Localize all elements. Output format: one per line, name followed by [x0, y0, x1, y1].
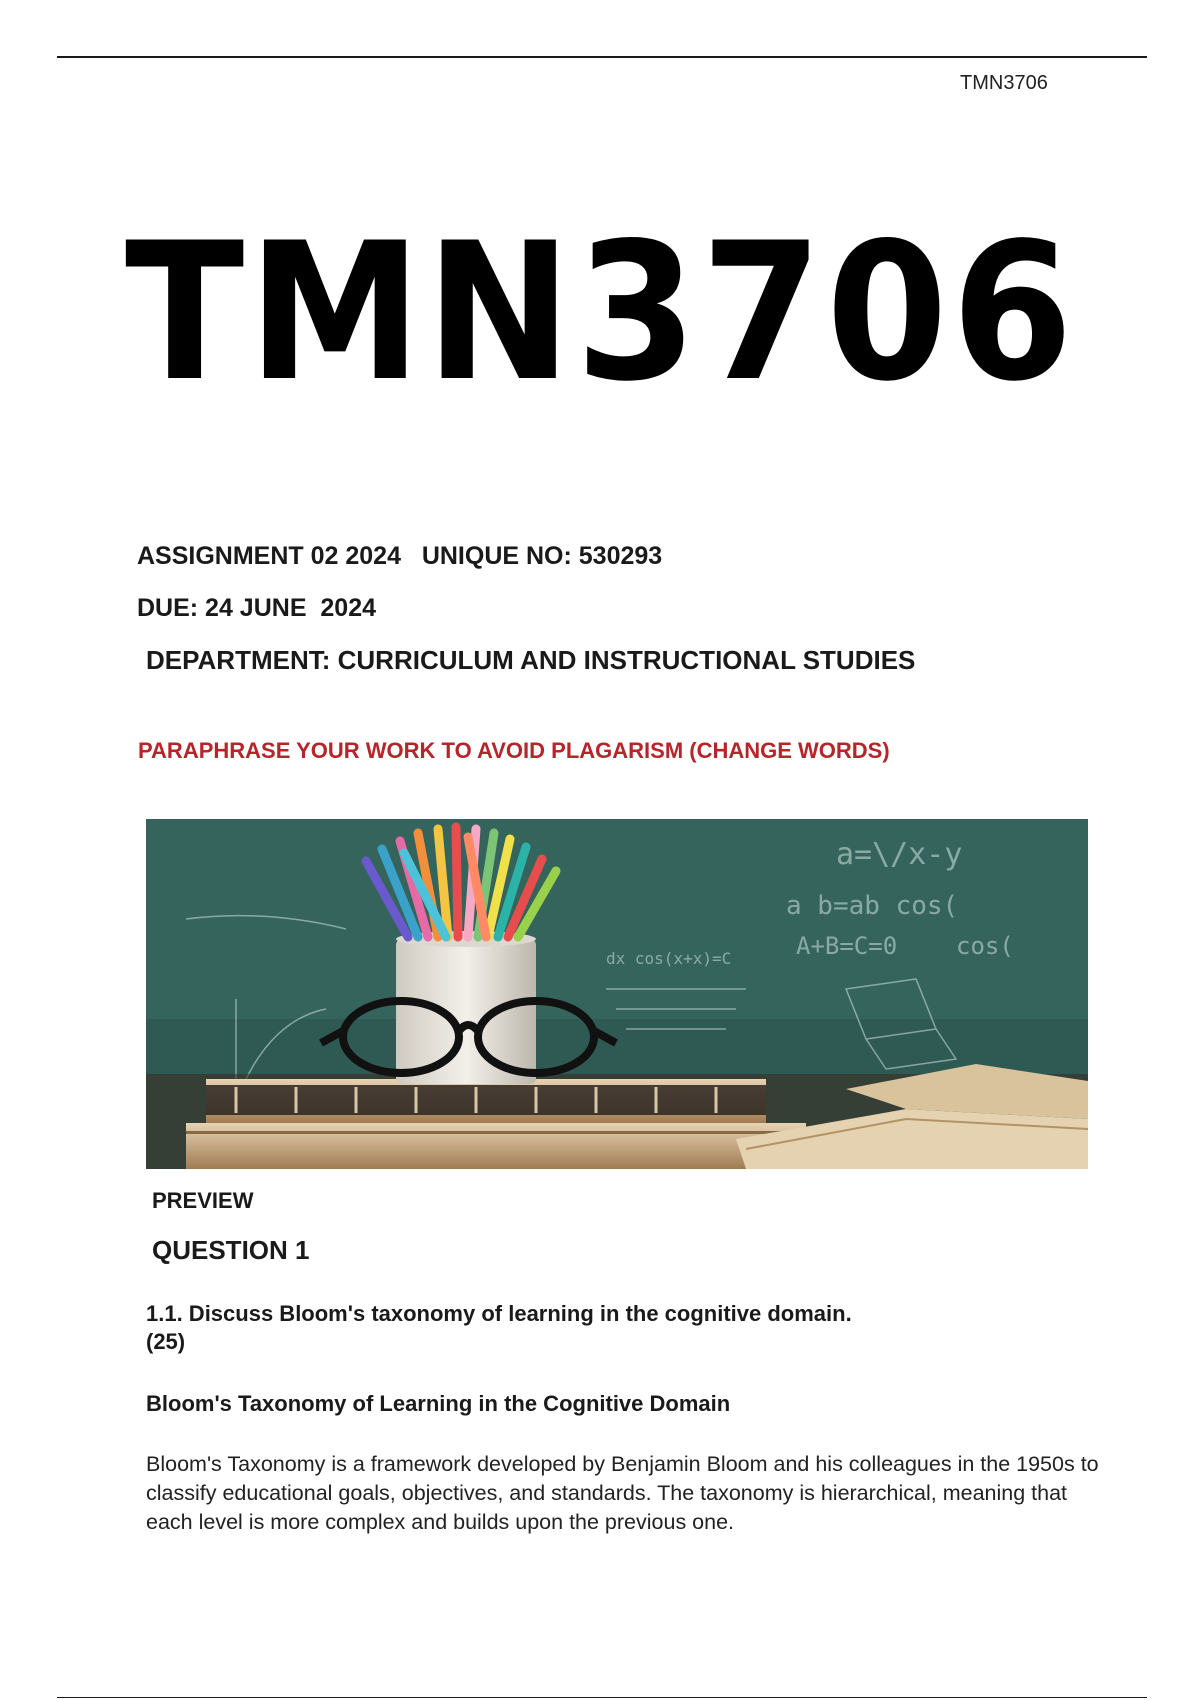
- chalk-formula-5: dx cos(x+x)=C: [606, 949, 732, 968]
- chalk-formula-1: a=\/x-y: [836, 837, 963, 872]
- chalk-formula-3: A+B=C=0: [796, 932, 898, 960]
- chalk-formula-4: cos(: [956, 932, 1014, 960]
- body-paragraph: Bloom's Taxonomy is a framework developed by Benjamin Bloom and his colleagues in the 1950s to classify educational goals, objectives, and standards. The taxonomy is hierarchical, meaning that each level is more complex and builds upon the previous one.: [146, 1452, 1099, 1534]
- section-heading: Bloom's Taxonomy of Learning in the Cognitive Domain: [146, 1391, 731, 1416]
- hero-image: [146, 819, 1088, 1169]
- assignment-line: ASSIGNMENT 02 2024 UNIQUE NO: 530293: [137, 542, 663, 570]
- course-title: TMN3706: [125, 202, 1077, 423]
- top-rule: [57, 56, 1147, 58]
- due-date: DUE: 24 JUNE 2024: [137, 594, 377, 622]
- question-heading: QUESTION 1: [152, 1235, 310, 1265]
- chalk-formula-2: a b=ab cos(: [786, 891, 959, 921]
- question-prompt: 1.1. Discuss Bloom's taxonomy of learning in the cognitive domain.: [146, 1301, 852, 1326]
- question-text: [146, 1300, 1046, 1356]
- classroom-illustration: [146, 819, 1088, 1169]
- header-course-code: TMN3706: [960, 72, 1048, 94]
- plagiarism-warning: PARAPHRASE YOUR WORK TO AVOID PLAGARISM (CHANGE WORDS): [138, 738, 890, 763]
- question-marks: (25): [146, 1329, 186, 1354]
- bottom-rule: [57, 1697, 1147, 1698]
- preview-label: PREVIEW: [152, 1188, 254, 1213]
- department: DEPARTMENT: CURRICULUM AND INSTRUCTIONAL STUDIES: [146, 645, 916, 675]
